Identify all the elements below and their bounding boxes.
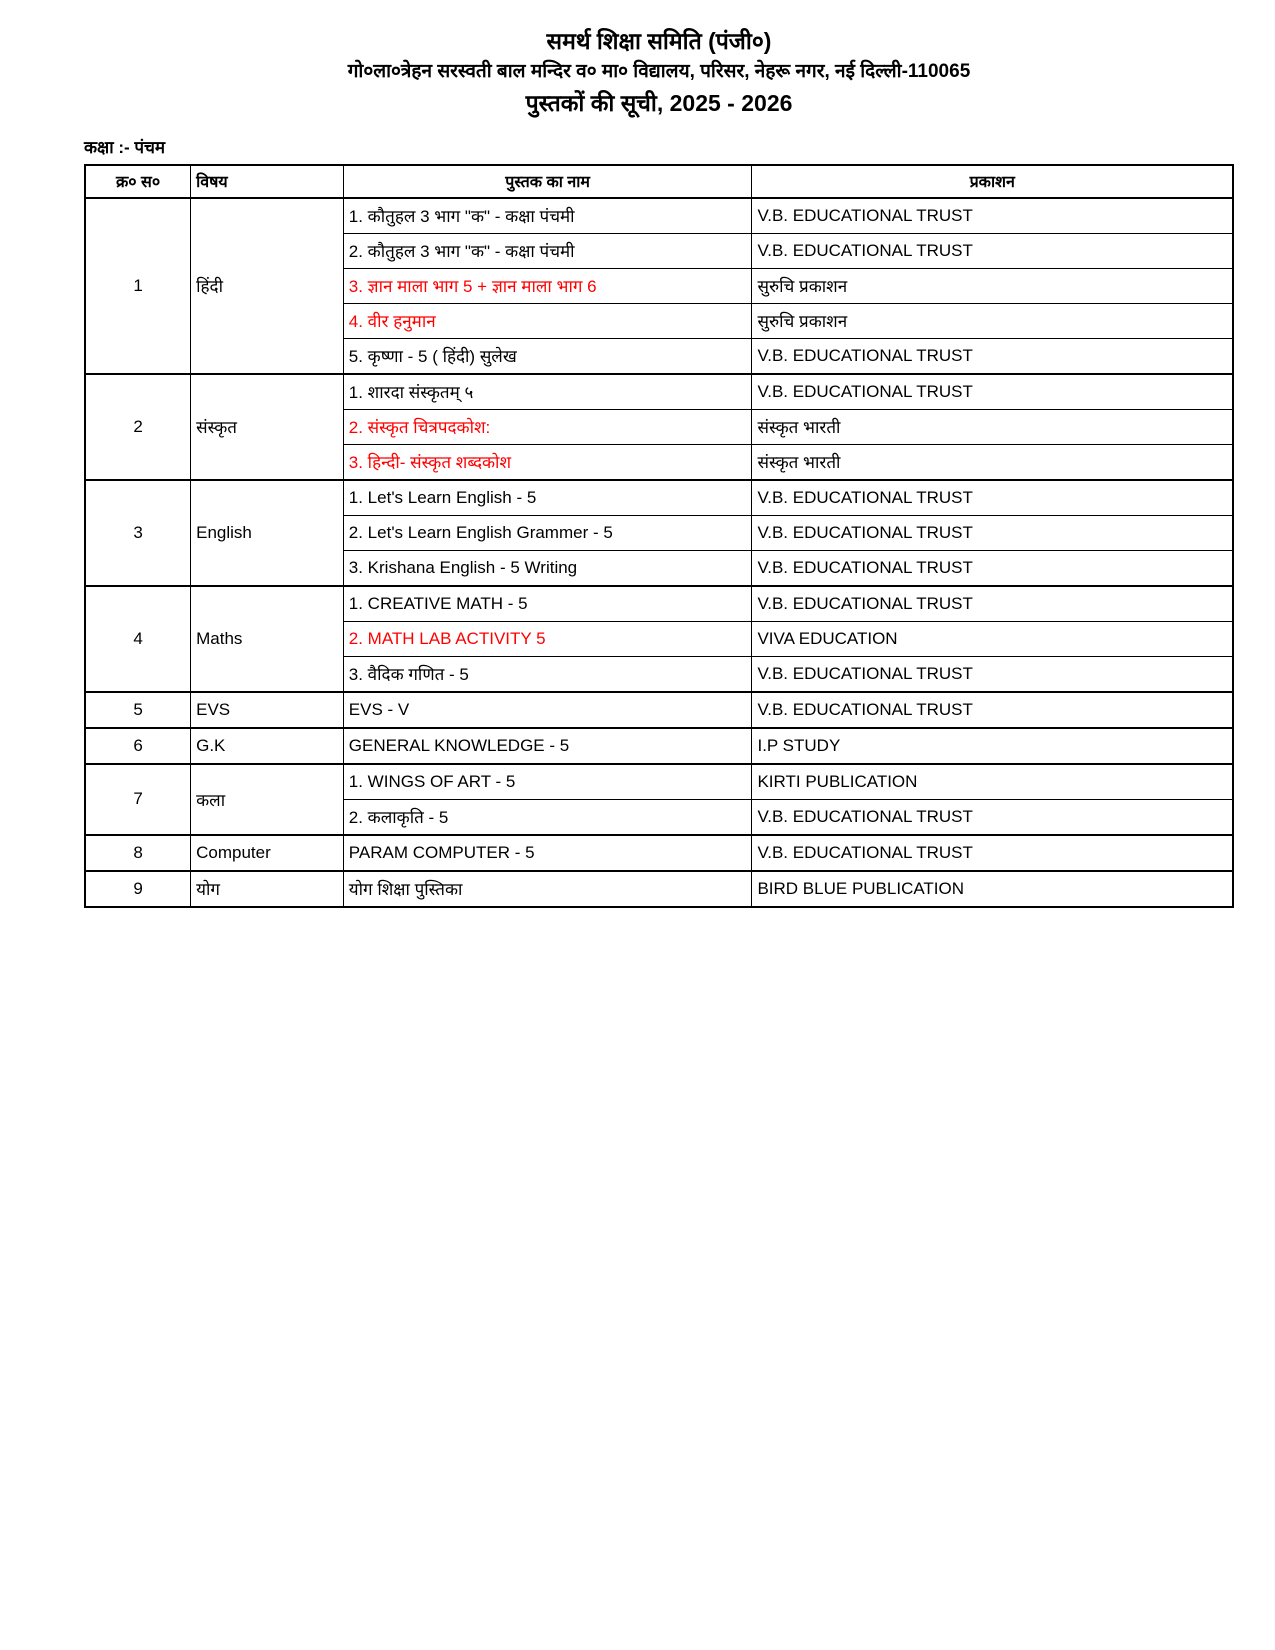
book-name-cell: 1. कौतुहल 3 भाग "क" - कक्षा पंचमी bbox=[343, 198, 752, 234]
book-name-cell: 5. कृष्णा - 5 ( हिंदी) सुलेख bbox=[343, 338, 752, 374]
publisher-cell: V.B. EDUCATIONAL TRUST bbox=[752, 480, 1233, 516]
subject-cell: G.K bbox=[191, 728, 344, 764]
column-header-serial: क्र० स० bbox=[85, 165, 191, 198]
book-name-cell: 4. वीर हनुमान bbox=[343, 303, 752, 338]
book-name-cell: 2. Let's Learn English Grammer - 5 bbox=[343, 515, 752, 550]
table-row bbox=[85, 728, 1233, 764]
table-row bbox=[85, 374, 1233, 410]
publisher-cell: V.B. EDUCATIONAL TRUST bbox=[752, 835, 1233, 871]
serial-cell: 9 bbox=[85, 871, 191, 907]
book-list-title: पुस्तकों की सूची, 2025 - 2026 bbox=[525, 90, 793, 117]
table-row bbox=[85, 764, 1233, 800]
serial-cell: 8 bbox=[85, 835, 191, 871]
publisher-cell: संस्कृत भारती bbox=[752, 409, 1233, 444]
column-header-book-name: पुस्तक का नाम bbox=[343, 165, 752, 198]
document-header bbox=[84, 26, 1234, 121]
publisher-cell: सुरुचि प्रकाशन bbox=[752, 303, 1233, 338]
book-name-cell: 2. कलाकृति - 5 bbox=[343, 799, 752, 835]
book-name-cell: 2. MATH LAB ACTIVITY 5 bbox=[343, 621, 752, 656]
subject-cell: English bbox=[191, 480, 344, 586]
column-header-publisher: प्रकाशन bbox=[752, 165, 1233, 198]
publisher-cell: VIVA EDUCATION bbox=[752, 621, 1233, 656]
table-row bbox=[85, 835, 1233, 871]
book-name-cell: 1. WINGS OF ART - 5 bbox=[343, 764, 752, 800]
subject-cell: संस्कृत bbox=[191, 374, 344, 480]
class-label: कक्षा :- पंचम bbox=[84, 137, 166, 157]
school-address-line: गो०ला०त्रेहन सरस्वती बाल मन्दिर व० मा० विद्यालय, परिसर, नेहरू नगर, नई दिल्ली-110065 bbox=[347, 61, 971, 83]
table-row bbox=[85, 198, 1233, 234]
serial-cell: 4 bbox=[85, 586, 191, 692]
serial-cell: 3 bbox=[85, 480, 191, 586]
table-header-row bbox=[85, 165, 1233, 198]
subject-cell: Computer bbox=[191, 835, 344, 871]
subject-cell: योग bbox=[191, 871, 344, 907]
subject-cell: Maths bbox=[191, 586, 344, 692]
book-name-cell: EVS - V bbox=[343, 692, 752, 728]
society-title: समर्थ शिक्षा समिति (पंजी०) bbox=[546, 28, 772, 54]
book-table-body bbox=[85, 198, 1233, 907]
serial-cell: 5 bbox=[85, 692, 191, 728]
book-name-cell: योग शिक्षा पुस्तिका bbox=[343, 871, 752, 907]
publisher-cell: V.B. EDUCATIONAL TRUST bbox=[752, 374, 1233, 410]
book-name-cell: 1. CREATIVE MATH - 5 bbox=[343, 586, 752, 622]
book-name-cell: GENERAL KNOWLEDGE - 5 bbox=[343, 728, 752, 764]
publisher-cell: I.P STUDY bbox=[752, 728, 1233, 764]
book-name-cell: 1. शारदा संस्कृतम् ५ bbox=[343, 374, 752, 410]
publisher-cell: KIRTI PUBLICATION bbox=[752, 764, 1233, 800]
book-list-table bbox=[84, 164, 1234, 908]
serial-cell: 1 bbox=[85, 198, 191, 374]
table-row bbox=[85, 480, 1233, 516]
book-name-cell: 3. वैदिक गणित - 5 bbox=[343, 656, 752, 692]
subject-cell: हिंदी bbox=[191, 198, 344, 374]
publisher-cell: V.B. EDUCATIONAL TRUST bbox=[752, 586, 1233, 622]
publisher-cell: V.B. EDUCATIONAL TRUST bbox=[752, 550, 1233, 586]
publisher-cell: V.B. EDUCATIONAL TRUST bbox=[752, 656, 1233, 692]
publisher-cell: V.B. EDUCATIONAL TRUST bbox=[752, 198, 1233, 234]
subject-cell: कला bbox=[191, 764, 344, 835]
publisher-cell: BIRD BLUE PUBLICATION bbox=[752, 871, 1233, 907]
book-name-cell: 3. हिन्दी- संस्कृत शब्दकोश bbox=[343, 444, 752, 480]
book-name-cell: 1. Let's Learn English - 5 bbox=[343, 480, 752, 516]
table-row bbox=[85, 871, 1233, 907]
book-name-cell: 3. Krishana English - 5 Writing bbox=[343, 550, 752, 586]
serial-cell: 7 bbox=[85, 764, 191, 835]
book-name-cell: 3. ज्ञान माला भाग 5 + ज्ञान माला भाग 6 bbox=[343, 268, 752, 303]
book-name-cell: 2. कौतुहल 3 भाग "क" - कक्षा पंचमी bbox=[343, 233, 752, 268]
serial-cell: 2 bbox=[85, 374, 191, 480]
book-name-cell: PARAM COMPUTER - 5 bbox=[343, 835, 752, 871]
publisher-cell: V.B. EDUCATIONAL TRUST bbox=[752, 233, 1233, 268]
serial-cell: 6 bbox=[85, 728, 191, 764]
subject-cell: EVS bbox=[191, 692, 344, 728]
table-row bbox=[85, 692, 1233, 728]
table-row bbox=[85, 586, 1233, 622]
publisher-cell: V.B. EDUCATIONAL TRUST bbox=[752, 692, 1233, 728]
publisher-cell: V.B. EDUCATIONAL TRUST bbox=[752, 338, 1233, 374]
publisher-cell: संस्कृत भारती bbox=[752, 444, 1233, 480]
column-header-subject: विषय bbox=[191, 165, 344, 198]
publisher-cell: V.B. EDUCATIONAL TRUST bbox=[752, 515, 1233, 550]
publisher-cell: V.B. EDUCATIONAL TRUST bbox=[752, 799, 1233, 835]
publisher-cell: सुरुचि प्रकाशन bbox=[752, 268, 1233, 303]
book-name-cell: 2. संस्कृत चित्रपदकोश: bbox=[343, 409, 752, 444]
